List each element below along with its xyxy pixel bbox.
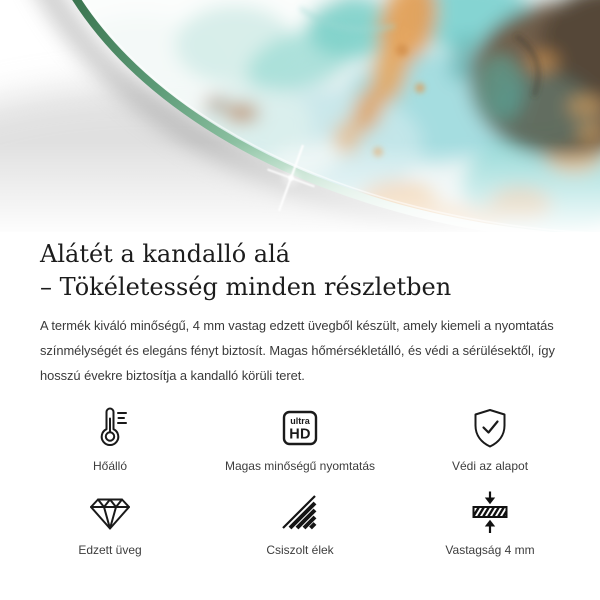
page-title-line2: – Tökéletesség minden részletben bbox=[40, 273, 452, 301]
feature-label: Magas minőségű nyomtatás bbox=[224, 459, 376, 473]
feature-item-thickness bbox=[445, 488, 534, 558]
ultra-hd-icon-text-bottom: HD bbox=[289, 426, 311, 442]
feature-label: Edzett üveg bbox=[78, 543, 142, 557]
feature-item-heat-resistant bbox=[88, 404, 132, 474]
feature-item-tempered-glass bbox=[78, 488, 141, 558]
thermometer-icon bbox=[88, 404, 132, 451]
glass-panel-image bbox=[0, 0, 600, 232]
product-description: A termék kiváló minőségű, 4 mm vastag edzett üvegből készült, amely kiemeli a nyomtatás színmélységét és elegáns fényt biztosít. Magas hőmérsékletálló, és védi a sérülésektől, így hosszú évekre biztosítja a kandalló körüli teret. bbox=[40, 318, 555, 383]
photo-bottom-fade bbox=[0, 142, 600, 232]
page-title-line1: Alátét a kandalló alá bbox=[40, 240, 291, 268]
product-photo bbox=[0, 0, 600, 232]
page-title bbox=[40, 238, 560, 304]
thickness-icon bbox=[468, 488, 512, 535]
feature-item-protects-base bbox=[452, 404, 528, 474]
feature-label: Csiszolt élek bbox=[266, 543, 334, 557]
ultra-hd-icon bbox=[280, 404, 320, 451]
diamond-icon bbox=[87, 488, 133, 535]
shield-check-icon bbox=[468, 404, 512, 451]
feature-label: Vastagság 4 mm bbox=[445, 543, 535, 557]
polished-edges-icon bbox=[279, 488, 321, 535]
feature-grid bbox=[20, 404, 580, 558]
ultra-hd-icon-text-top: ultra bbox=[290, 415, 310, 426]
feature-label: Hőálló bbox=[92, 459, 128, 473]
feature-item-polished-edges bbox=[266, 488, 333, 558]
feature-label: Védi az alapot bbox=[451, 459, 529, 473]
feature-item-ultra-hd-print bbox=[225, 404, 375, 474]
